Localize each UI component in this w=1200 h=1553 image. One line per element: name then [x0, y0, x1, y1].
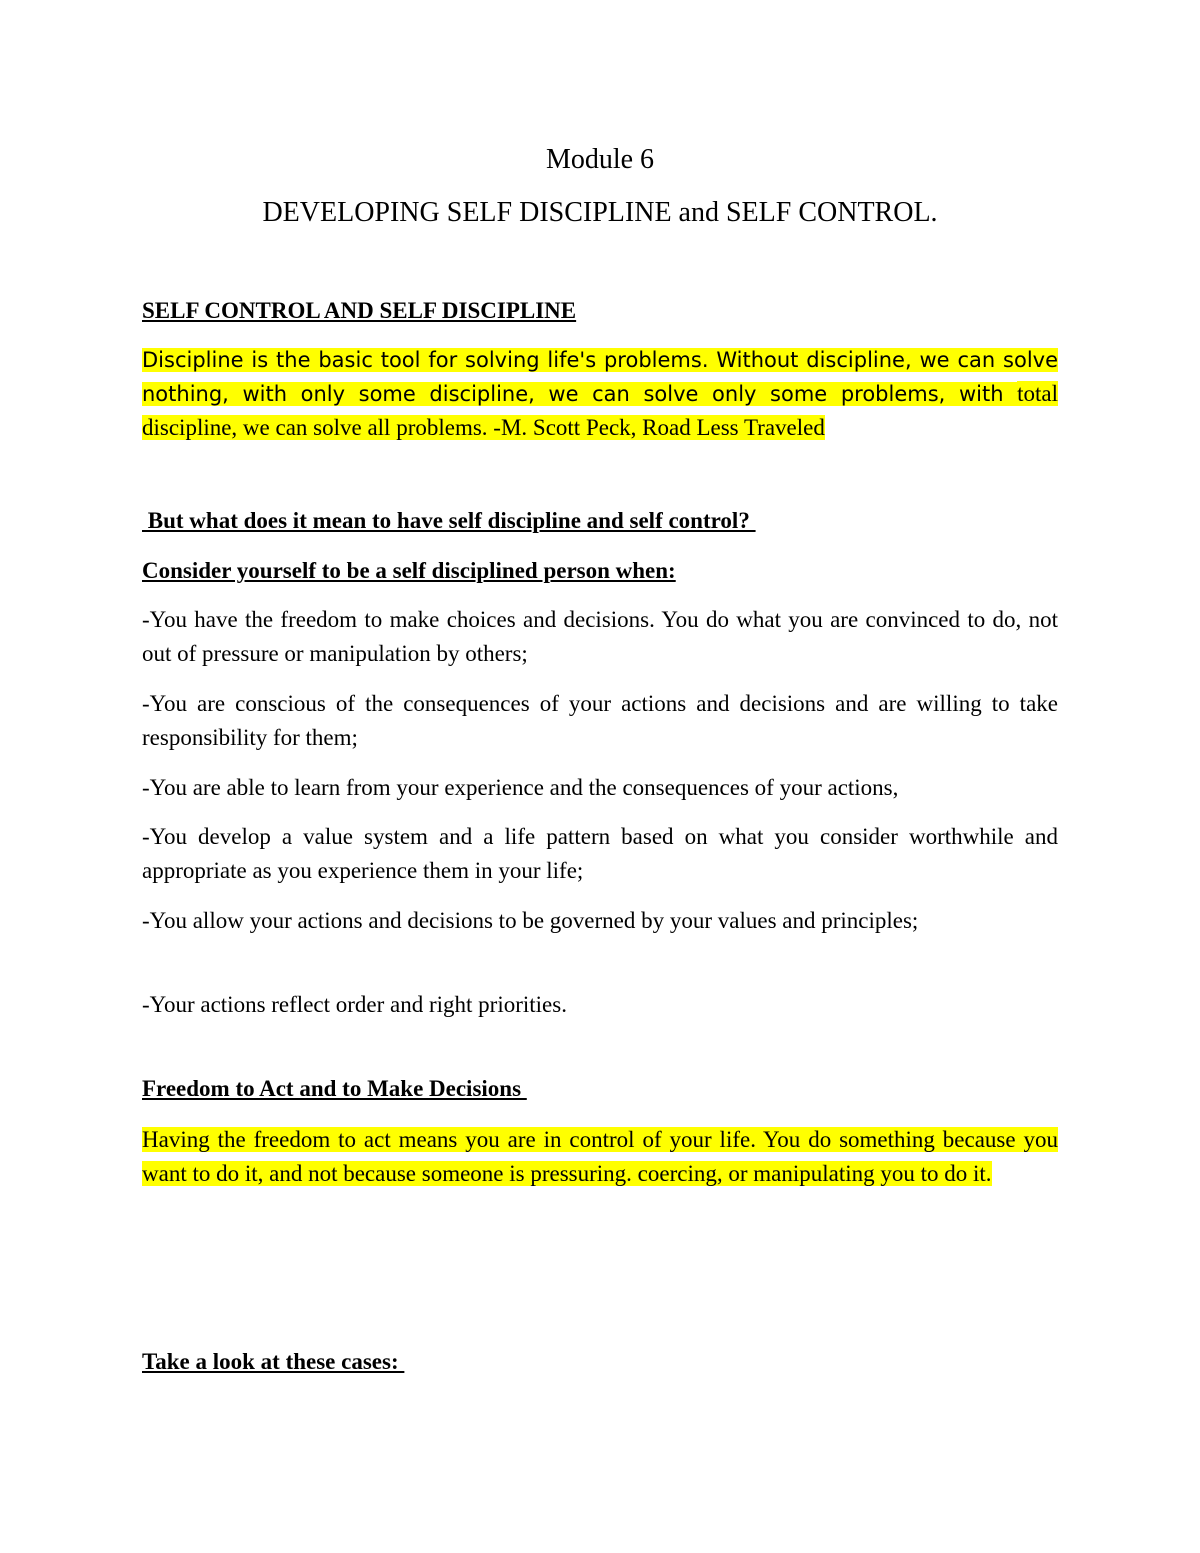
- quote-text: Discipline is the basic tool for solving life's problems. Without discipline, we can solve nothing, with only some discipline, we can solve only some problems, with: [142, 348, 1058, 406]
- list-item: -You are conscious of the consequences of your actions and decisions and are willing to take responsibility for them;: [142, 691, 1058, 750]
- cases-heading: Take a look at these cases:: [142, 1349, 405, 1374]
- consider-heading: Consider yourself to be a self disciplined person when:: [142, 558, 676, 583]
- section-heading-self-control: SELF CONTROL AND SELF DISCIPLINE: [142, 298, 577, 323]
- main-title: DEVELOPING SELF DISCIPLINE and SELF CONTROL.: [262, 197, 938, 228]
- list-item: -You develop a value system and a life pattern based on what you consider worthwhile and appropriate as you experience them in your life;: [142, 824, 1058, 883]
- quote-paragraph: [142, 343, 1058, 445]
- list-item: -Your actions reflect order and right priorities.: [142, 992, 567, 1017]
- list-item: -You have the freedom to make choices and decisions. You do what you are convinced to do, not out of pressure or manipulation by others;: [142, 607, 1058, 666]
- freedom-heading: Freedom to Act and to Make Decisions: [142, 1076, 527, 1101]
- quote-text-end: total discipline, we can solve all problems. -M. Scott Peck, Road Less Traveled: [142, 381, 1058, 440]
- list-item: -You are able to learn from your experience and the consequences of your actions,: [142, 775, 899, 800]
- list-item: -You allow your actions and decisions to be governed by your values and principles;: [142, 908, 919, 933]
- question-heading: But what does it mean to have self discipline and self control?: [142, 508, 756, 533]
- module-title: Module 6: [545, 144, 655, 175]
- freedom-text: Having the freedom to act means you are in control of your life. You do something because you want to do it, and not because someone is pressuring. coercing, or manipulating you to do it.: [142, 1127, 1058, 1186]
- freedom-paragraph: [142, 1123, 1058, 1191]
